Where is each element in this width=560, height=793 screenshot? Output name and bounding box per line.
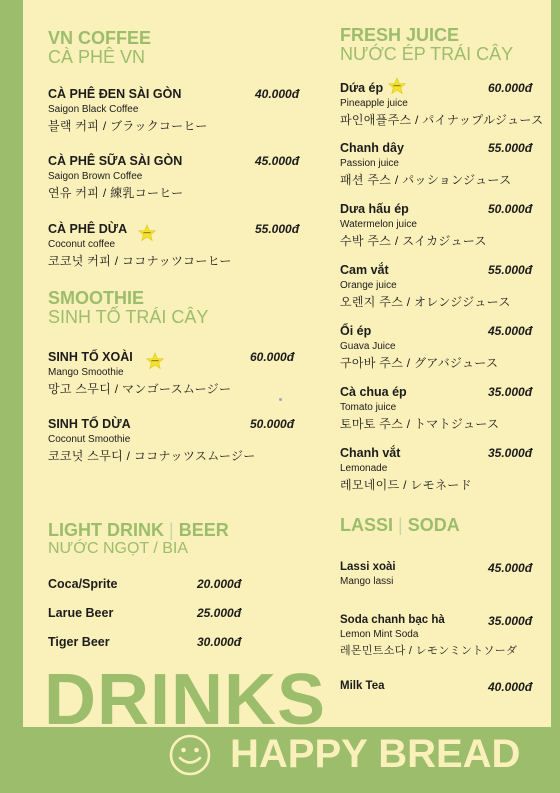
menu-item [340, 263, 511, 310]
menu-item [48, 350, 231, 397]
item-name: CÀ PHÊ ĐEN SÀI GÒN [48, 87, 182, 101]
item-price: 50.000đ [250, 417, 295, 431]
section-title [340, 516, 460, 535]
star-badge-icon [146, 352, 164, 370]
section-smoothie-header [48, 289, 208, 328]
item-price: 40.000đ [255, 87, 300, 101]
menu-item [48, 606, 113, 620]
section-title: SMOOTHIE [48, 288, 145, 308]
item-name: Dứa ép [340, 81, 384, 95]
left-green-stripe [0, 0, 23, 793]
item-price: 35.000đ [488, 385, 533, 399]
item-english: Coconut Smoothie [48, 434, 131, 445]
item-english: Coconut coffee [48, 239, 116, 250]
item-translation: 망고 스무디 / マンゴースムージー [48, 382, 232, 396]
item-name: Milk Tea [340, 680, 385, 692]
section-subtitle: NƯỚC ÉP TRÁI CÂY [340, 43, 514, 64]
item-price: 60.000đ [250, 350, 295, 364]
item-name: CÀ PHÊ SỮA SÀI GÒN [48, 154, 183, 168]
item-english: Mango lassi [340, 576, 394, 587]
star-badge-icon [388, 77, 406, 95]
section-fresh-juice-header [340, 26, 513, 65]
item-english: Saigon Brown Coffee [48, 171, 143, 182]
item-name: Larue Beer [48, 606, 114, 620]
item-name: Soda chanh bạc hà [340, 614, 445, 626]
menu-item [48, 635, 110, 649]
item-name: Cam vắt [340, 263, 389, 277]
item-price: 50.000đ [488, 202, 533, 216]
section-title-part: LIGHT DRINK [48, 520, 164, 540]
item-price: 55.000đ [488, 141, 533, 155]
item-english: Lemon Mint Soda [340, 629, 419, 640]
section-lassi-soda-header [340, 516, 460, 535]
item-english: Orange juice [340, 280, 397, 291]
item-price: 30.000đ [197, 635, 242, 649]
item-name: Ổi ép [340, 324, 372, 338]
item-price: 45.000đ [488, 324, 533, 338]
item-price: 60.000đ [488, 81, 533, 95]
item-english: Tomato juice [340, 402, 397, 413]
item-price: 45.000đ [255, 154, 300, 168]
section-title: FRESH JUICE [340, 25, 460, 45]
item-price: 40.000đ [488, 680, 533, 694]
section-title-part: LASSI [340, 515, 394, 535]
item-name: Lassi xoài [340, 561, 396, 573]
item-name: Chanh dây [340, 141, 404, 155]
item-name: Cà chua ép [340, 385, 407, 399]
item-translation: 레모네이드 / レモネード [340, 478, 472, 492]
item-translation: 수박 주스 / スイカジュース [340, 234, 487, 248]
title-separator: | [398, 515, 403, 535]
item-translation: 파인애플주스 / パイナップルジュース [340, 113, 544, 127]
menu-item [340, 324, 498, 371]
menu-item [340, 446, 472, 493]
item-english: Lemonade [340, 463, 388, 474]
item-translation: 코코넛 커피 / ココナッツコーヒー [48, 254, 232, 268]
section-title: VN COFFEE [48, 28, 152, 48]
title-separator: | [169, 520, 174, 540]
item-name: SINH TỐ DỪA [48, 417, 131, 431]
item-english: Pineapple juice [340, 98, 408, 109]
item-name: SINH TỐ XOÀI [48, 350, 133, 364]
item-english: Mango Smoothie [48, 367, 124, 378]
item-translation: 토마토 주스 / トマトジュース [340, 417, 500, 431]
menu-item [48, 577, 117, 591]
menu-item [48, 417, 256, 464]
menu-item [48, 154, 183, 201]
item-translation: 연유 커피 / 練乳コーヒー [48, 186, 184, 200]
item-english: Saigon Black Coffee [48, 104, 139, 115]
right-green-stripe [551, 0, 560, 793]
section-subtitle: NƯỚC NGỌT / BIA [48, 539, 188, 557]
menu-item [340, 561, 396, 587]
item-price: 55.000đ [255, 222, 300, 236]
menu-item [340, 202, 487, 249]
item-english: Watermelon juice [340, 219, 417, 230]
menu-item [340, 141, 511, 188]
menu-item [340, 680, 385, 692]
item-name: Chanh vắt [340, 446, 401, 460]
menu-item [48, 87, 208, 134]
section-title [48, 521, 229, 540]
item-translation: 패션 주스 / パッションジュース [340, 173, 512, 187]
star-badge-icon [138, 224, 156, 242]
item-price: 25.000đ [197, 606, 242, 620]
brand-name: HAPPY BREAD [230, 732, 521, 776]
item-price: 20.000đ [197, 577, 242, 591]
section-subtitle: SINH TỐ TRÁI CÂY [48, 306, 209, 327]
item-name: Tiger Beer [48, 635, 110, 649]
item-price: 35.000đ [488, 446, 533, 460]
item-translation: 오렌지 주스 / オレンジジュース [340, 295, 511, 309]
section-title-part: SODA [407, 515, 460, 535]
item-name: Coca/Sprite [48, 577, 118, 591]
item-translation: 레몬민트소다 / レモンミントソーダ [340, 645, 518, 657]
item-name: Dưa hấu ép [340, 202, 409, 216]
drinks-wordmark: DRINKS [44, 660, 327, 740]
item-price: 55.000đ [488, 263, 533, 277]
item-english: Guava Juice [340, 341, 396, 352]
item-price: 45.000đ [488, 561, 533, 575]
section-title-part: BEER [178, 520, 229, 540]
item-english: Passion juice [340, 158, 399, 169]
stray-dot [279, 398, 282, 401]
section-vn-coffee-header [48, 29, 151, 68]
item-translation: 블랙 커피 / ブラックコーヒー [48, 119, 208, 133]
item-translation: 구아바 주스 / グアバジュース [340, 356, 499, 370]
item-price: 35.000đ [488, 614, 533, 628]
menu-item [340, 385, 499, 432]
section-subtitle: CÀ PHÊ VN [48, 46, 146, 67]
item-name: CÀ PHÊ DỪA [48, 222, 128, 236]
section-light-drink-header [48, 521, 229, 557]
smiley-icon [168, 733, 212, 777]
item-translation: 코코넛 스무디 / ココナッツスムージー [48, 449, 256, 463]
